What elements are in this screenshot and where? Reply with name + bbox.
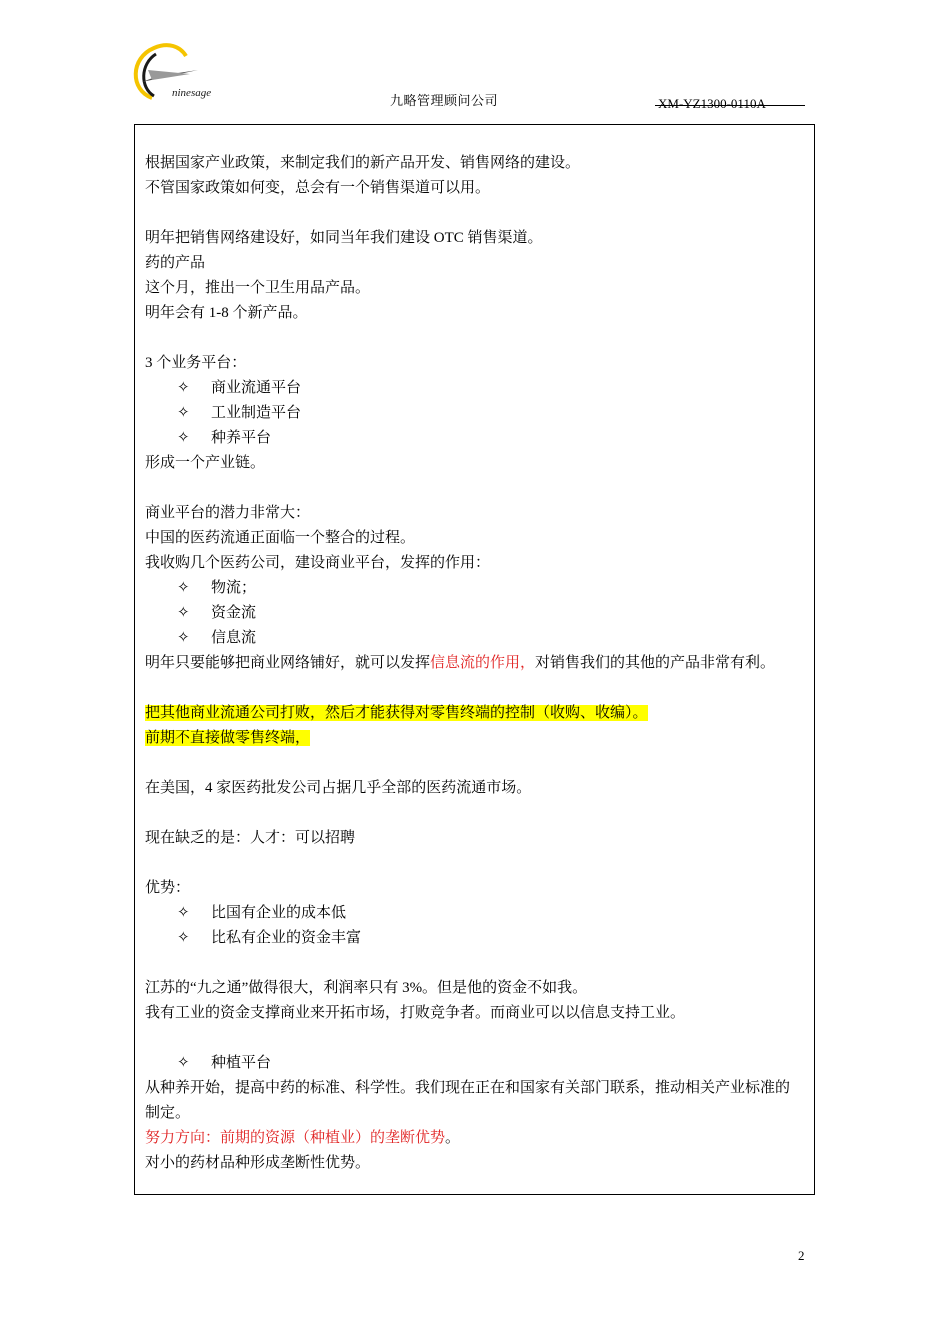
ninesage-logo-icon (128, 40, 228, 110)
spacer (145, 801, 804, 826)
list-item: ✧ 物流； (145, 576, 804, 601)
paragraph-talent: 现在缺乏的是：人才：可以招聘 (145, 830, 356, 846)
list-item: ✧ 资金流 (145, 601, 804, 626)
paragraph-advantages-heading: 优势： (145, 880, 191, 896)
list-item: ✧ 商业流通平台 (145, 376, 804, 401)
paragraph-platforms-heading: 3 个业务平台： (145, 355, 247, 371)
paragraph-information-flow: 明年只要能够把商业网络铺好，就可以发挥信息流的作用，对销售我们的其他的产品非常有利。 (145, 655, 776, 671)
list-item: ✧ 种养平台 (145, 426, 804, 451)
diamond-bullet-icon: ✧ (177, 580, 190, 596)
paragraph-commerce-potential: 商业平台的潜力非常大： (145, 505, 311, 521)
diamond-bullet-icon: ✧ (177, 605, 190, 621)
paragraph-network: 明年把销售网络建设好，如同当年我们建设 OTC 销售渠道。 (145, 230, 543, 246)
list-item: ✧ 比私有企业的资金丰富 (145, 926, 804, 951)
paragraph-acquisition: 我收购几个医药公司，建设商业平台，发挥的作用： (145, 555, 491, 571)
paragraph-next-year: 明年会有 1-8 个新产品。 (145, 305, 308, 321)
spacer (145, 676, 804, 701)
logo-wordmark: ninesage (172, 87, 212, 99)
paragraph-channel: 不管国家政策如何变，总会有一个销售渠道可以用。 (145, 180, 491, 196)
spacer (145, 1026, 804, 1051)
spacer (145, 476, 804, 501)
emphasis-red: 信息流的作用， (430, 655, 536, 671)
diamond-bullet-icon: ✧ (177, 630, 190, 646)
company-logo (128, 40, 228, 110)
paragraph-direction: 努力方向：前期的资源（种植业）的垄断优势。 (145, 1130, 461, 1146)
diamond-bullet-icon: ✧ (177, 405, 190, 421)
spacer (145, 951, 804, 976)
paragraph-integration: 中国的医药流通正面临一个整合的过程。 (145, 530, 416, 546)
paragraph-this-month: 这个月，推出一个卫生用品产品。 (145, 280, 371, 296)
header-rule (655, 105, 805, 106)
diamond-bullet-icon: ✧ (177, 930, 190, 946)
paragraph-monopoly: 对小的药材品种形成垄断性优势。 (145, 1155, 371, 1171)
list-item: ✧ 工业制造平台 (145, 401, 804, 426)
paragraph-policy: 根据国家产业政策，来制定我们的新产品开发、销售网络的建设。 (145, 155, 581, 171)
document-number: XM-YZ1300-0110A (658, 96, 766, 111)
paragraph-industry-support: 我有工业的资金支撑商业来开拓市场，打败竞争者。而商业可以以信息支持工业。 (145, 1005, 686, 1021)
list-item: ✧ 比国有企业的成本低 (145, 901, 804, 926)
list-item: ✧ 种植平台 (145, 1051, 804, 1076)
spacer (145, 751, 804, 776)
meeting-notes (145, 151, 804, 1176)
highlighted-paragraph: 把其他商业流通公司打败，然后才能获得对零售终端的控制（收购、收编）。 (145, 705, 648, 721)
spacer (145, 326, 804, 351)
diamond-bullet-icon: ✧ (177, 380, 190, 396)
emphasis-red: 努力方向：前期的资源（种植业）的垄断优势 (145, 1130, 446, 1146)
list-item: ✧ 信息流 (145, 626, 804, 651)
paragraph-chain: 形成一个产业链。 (145, 455, 266, 471)
paragraph-products-heading: 药的产品 (145, 255, 206, 271)
diamond-bullet-icon: ✧ (177, 430, 190, 446)
diamond-bullet-icon: ✧ (177, 905, 190, 921)
paragraph-jiangsu: 江苏的“九之通”做得很大，利润率只有 3%。但是他的资金不如我。 (145, 980, 588, 996)
highlighted-paragraph: 前期不直接做零售终端， (145, 730, 311, 746)
spacer (145, 201, 804, 226)
paragraph-standards: 从种养开始，提高中药的标准、科学性。我们现在正在和国家有关部门联系，推动相关产业标准的制定。 (145, 1080, 791, 1121)
content-frame (134, 124, 815, 1195)
page-number: 2 (798, 1248, 805, 1263)
spacer (145, 851, 804, 876)
company-name: 九略管理顾问公司 (390, 93, 499, 108)
paragraph-us-market: 在美国，4 家医药批发公司占据几乎全部的医药流通市场。 (145, 780, 532, 796)
diamond-bullet-icon: ✧ (177, 1055, 190, 1071)
